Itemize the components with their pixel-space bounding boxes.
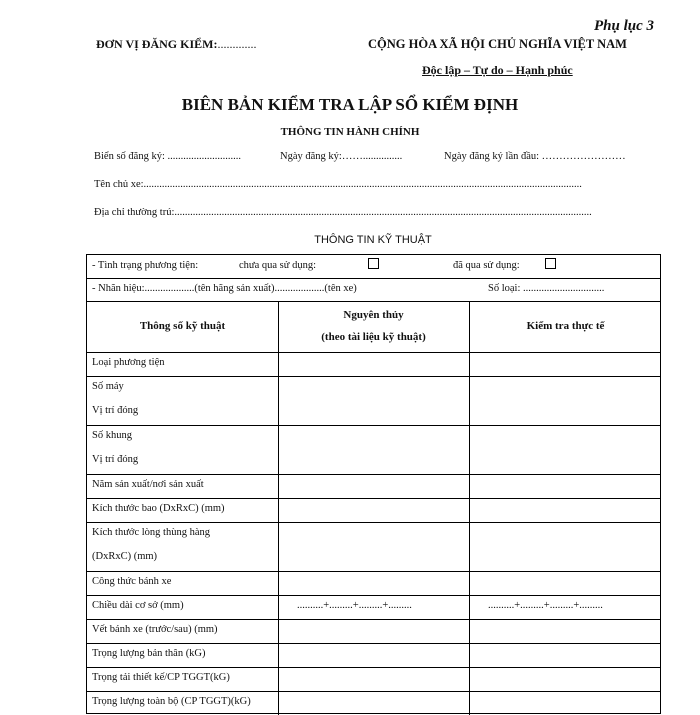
spec-label: Công thức bánh xe [92,576,172,587]
unused-label: chưa qua sử dụng: [239,260,316,271]
spec-label: Số khung [92,430,132,441]
original-column-header-line1: Nguyên thủy [343,309,404,321]
spec-label: Trọng tải thiết kế/CP TGGT(kG) [92,672,230,683]
spec-column-header: Thông số kỹ thuật [139,320,226,332]
spec-label: Năm sản xuất/nơi sản xuất [92,479,204,490]
inspection-unit [96,37,256,52]
spec-label: Số máy [92,381,124,392]
row-divider [87,425,660,426]
admin-section-heading: THÔNG TIN HÀNH CHÍNH [280,126,420,138]
row-divider [87,352,660,353]
spec-label: (DxRxC) (mm) [92,551,158,562]
model-number-field: Số loại: ............................... [488,283,605,294]
spec-label: Kích thước lòng thùng hàng [92,527,210,538]
row-divider [87,667,660,668]
spec-label: Vị trí đóng [92,454,139,465]
national-title: CỘNG HÒA XÃ HỘI CHỦ NGHĨA VIỆT NAM [368,37,627,51]
actual-column-header: Kiểm tra thực tế [526,320,605,332]
spec-label: Trọng lượng bản thân (kG) [92,648,206,659]
spec-label: Vết bánh xe (trước/sau) (mm) [92,624,218,635]
row-divider [87,571,660,572]
spec-label: Kích thước bao (DxRxC) (mm) [92,503,225,514]
used-label: đã qua sử dụng: [453,260,520,271]
spec-label: Loại phương tiện [92,357,165,368]
original-column-header-line2: (theo tài liệu kỹ thuật) [321,331,426,343]
address-field: Địa chỉ thường trú:............................................................................................................................................................... [94,207,592,218]
national-motto: Độc lập – Tự do – Hạnh phúc [422,63,573,77]
row-divider [87,498,660,499]
column-divider [278,301,279,715]
row-divider [87,278,660,279]
owner-name-field: Tên chủ xe:....................................................................................................................................................................... [94,179,582,190]
technical-section-heading: THÔNG TIN KỸ THUẬT [314,234,432,246]
row-divider [87,301,660,302]
row-divider [87,691,660,692]
first-registration-date-field: Ngày đăng ký lần đầu: …………………… [444,151,626,162]
technical-table [86,254,661,714]
brand-field: - Nhãn hiệu:...................(tên hãng sản xuất)...................(tên xe) [92,283,357,294]
row-divider [87,643,660,644]
inspection-unit-label: ĐƠN VỊ ĐĂNG KIỂM: [96,37,218,51]
row-divider [87,619,660,620]
row-divider [87,376,660,377]
vehicle-status-label: - Tình trạng phương tiện: [92,260,199,271]
document-title: BIÊN BẢN KIỂM TRA LẬP SỔ KIỂM ĐỊNH [181,95,519,114]
inspection-unit-blank: ............. [217,37,257,51]
wheelbase-original-value: ..........+.........+.........+......... [297,600,412,611]
unused-checkbox[interactable] [368,258,379,269]
appendix-label: Phụ lục 3 [593,18,654,34]
registration-date-field: Ngày đăng ký:……............... [280,151,403,162]
plate-number-field: Biển số đăng ký: ............................ [94,151,241,162]
spec-label: Vị trí đóng [92,405,139,416]
column-divider [469,301,470,715]
spec-label: Chiều dài cơ sở (mm) [92,600,184,611]
row-divider [87,595,660,596]
row-divider [87,522,660,523]
wheelbase-actual-value: ..........+.........+.........+......... [488,600,603,611]
row-divider [87,474,660,475]
used-checkbox[interactable] [545,258,556,269]
spec-label: Trọng lượng toàn bộ (CP TGGT)(kG) [92,696,251,707]
original-column-header [278,304,469,348]
